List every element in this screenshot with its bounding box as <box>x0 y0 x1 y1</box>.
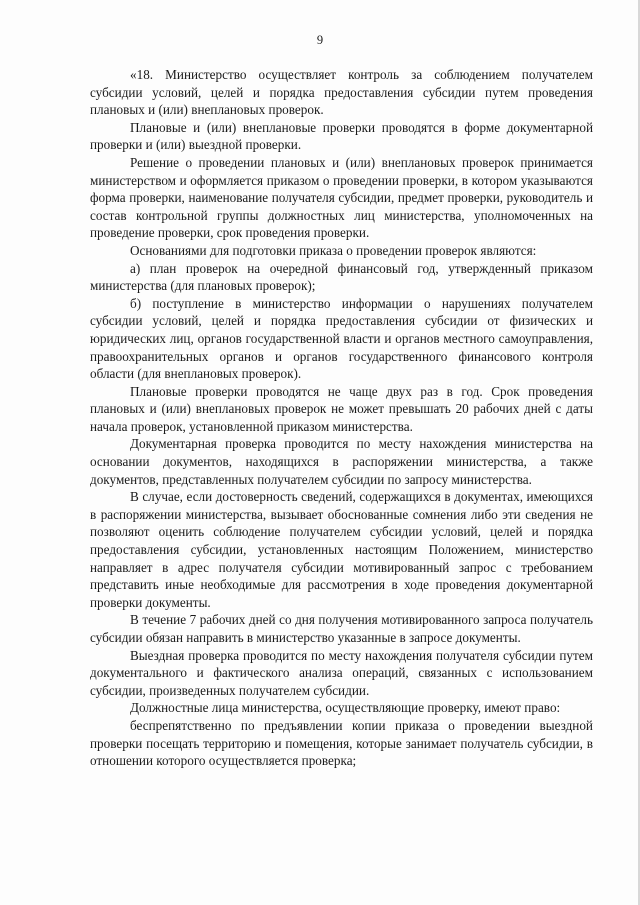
paragraph-inspection-decision: Решение о проведении плановых и (или) внеплановых проверок принимается министерством и оформляется приказом о проведении проверки, в котором указываются форма проверки, наименование получателя субсидии, предмет проверки, руководитель и состав контрольной группы должностных лиц министерства, уполномоченных на проведение проверки, срок проведения проверки. <box>90 154 593 241</box>
paragraph-clause-18: «18. Министерство осуществляет контроль за соблюдением получателем субсидии условий, целей и порядка предоставления субсидии путем проведения плановых и (или) внеплановых проверок. <box>90 67 593 118</box>
paragraph-documentary-check: Документарная проверка проводится по месту нахождения министерства на основании документов, находящихся в распоряжении министерства, а также документов, представленных получателем субсидии по запросу министерства. <box>90 436 593 487</box>
paragraph-ground-b: б) поступление в министерство информации о нарушениях получателем субсидии условий, целей и порядка предоставления субсидии от физических и юридических лиц, органов государственной власти и органов местного самоуправления, правоохранительных органов и органов государственного финансового контроля области (для внеплановых проверок). <box>90 295 593 382</box>
paragraph-officials-rights: Должностные лица министерства, осуществляющие проверку, имеют право: <box>130 700 561 716</box>
paragraph-request-deadline: В течение 7 рабочих дней со дня получения мотивированного запроса получатель субсидии обязан направить в министерство указанные в запросе документы. <box>90 612 593 645</box>
paragraph-inspection-forms: Плановые и (или) внеплановые проверки проводятся в форме документарной проверки и (или) выездной проверки. <box>90 119 593 153</box>
paragraph-reasoned-request: В случае, если достоверность сведений, содержащихся в документах, имеющихся в распоряжении министерства, вызывает обоснованные сомнения либо эти сведения не позволяют оценить соблюдение получателем субсидии условий, целей и порядка предоставления субсидии, установленных настоящим Положением, министерство направляет в адрес получателя субсидии мотивированный запрос с требованием представить иные необходимые для рассмотрения в ходе проведения документарной проверки документы. <box>90 489 593 610</box>
page-number: 9 <box>316 33 324 47</box>
paragraph-ground-a: а) план проверок на очередной финансовый год, утвержденный приказом министерства (для плановых проверок); <box>90 260 593 294</box>
paragraph-planned-frequency: Плановые проверки проводятся не чаще двух раз в год. Срок проведения плановых и (или) внеплановых проверок не может превышать 20 рабочих дней с даты начала проверок, установленной приказом министерства. <box>90 383 593 434</box>
paragraph-right-access: беспрепятственно по предъявлении копии приказа о проведении выездной проверки посещать территорию и помещения, которые занимает получатель субсидии, в отношении которого осуществляется проверка; <box>90 717 593 769</box>
paragraph-grounds-intro: Основаниями для подготовки приказа о проведении проверок являются: <box>130 242 537 258</box>
paragraph-onsite-check: Выездная проверка проводится по месту нахождения получателя субсидии путем документального и фактического анализа операций, связанных с использованием субсидии, произведенных получателем субсидии. <box>90 647 593 698</box>
document-body <box>90 66 593 770</box>
